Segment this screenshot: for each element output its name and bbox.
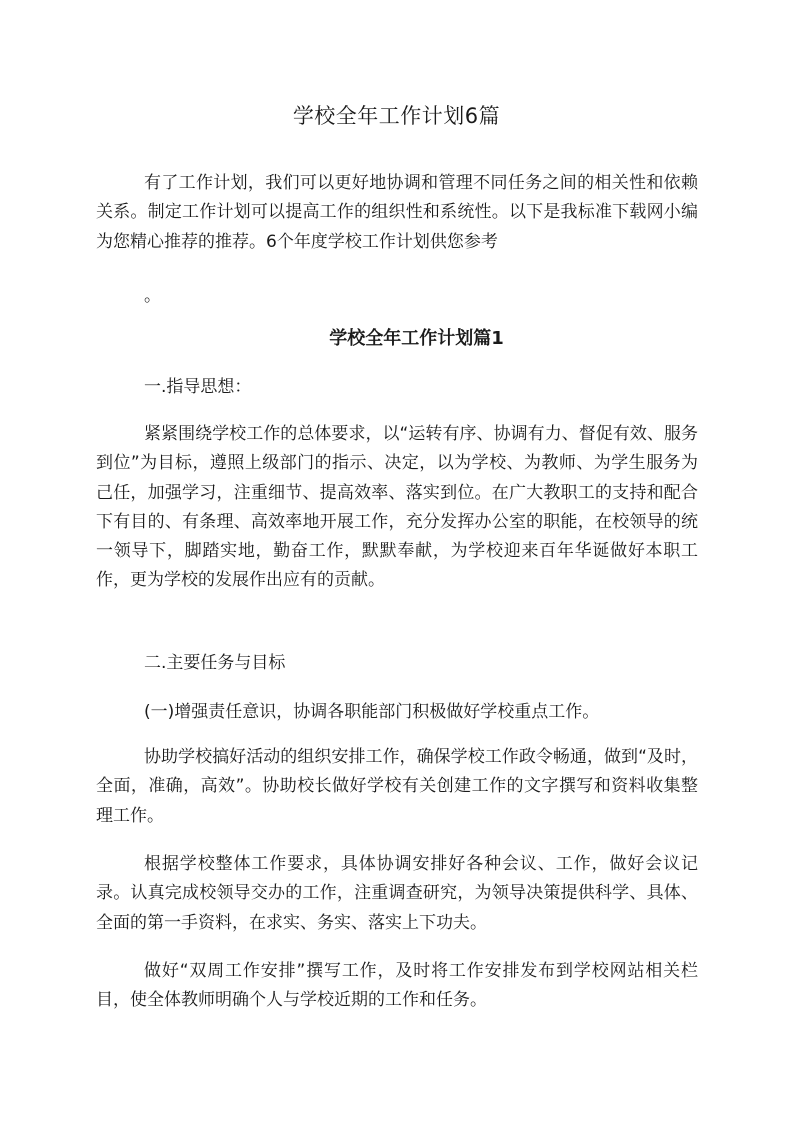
paragraph-task-coordination: 协助学校搞好活动的组织安排工作，确保学校工作政令畅通，做到“及时，全面，准确，高效”。协助校长做好学校有关创建工作的文字撰写和资料收集整理工作。: [96, 747, 698, 826]
heading-guiding-ideology: 一.指导思想：: [144, 377, 252, 397]
heading-main-tasks: 二.主要任务与目标: [144, 653, 286, 673]
intro-paragraph: 有了工作计划，我们可以更好地协调和管理不同任务之间的相关性和依赖关系。制定工作计划可以提高工作的组织性和系统性。以下是我标准下载网小编为您精心推荐的推荐。6个年度学校工作计划供您参考: [96, 173, 698, 252]
paragraph-meeting-arrangement: 根据学校整体工作要求，具体协调安排好各种会议、工作，做好会议记录。认真完成校领导交办的工作，注重调查研究，为领导决策提供科学、具体、全面的第一手资料，在求实、务实、落实上下功夫。: [96, 854, 698, 933]
document-title: 学校全年工作计划6篇: [292, 104, 501, 128]
paragraph-biweekly-schedule: 做好“双周工作安排”撰写工作，及时将工作安排发布到学校网站相关栏目，使全体教师明确个人与学校近期的工作和任务。: [96, 961, 698, 1011]
heading-task-one: (一)增强责任意识，协调各职能部门积极做好学校重点工作。: [144, 702, 600, 722]
intro-period: 。: [144, 286, 161, 306]
paragraph-guiding-ideology: 紧紧围绕学校工作的总体要求，以“运转有序、协调有力、督促有效、服务到位”为目标，遵照上级部门的指示、决定，以为学校、为教师、为学生服务为己任，加强学习，注重细节、提高效率、落实到位。在广大教职工的支持和配合下有目的、有条理、高效率地开展工作，充分发挥办公室的职能，在校领导的统一领导下，脚踏实地，勤奋工作，默默奉献，为学校迎来百年华诞做好本职工作，更为学校的发展作出应有的贡献。: [96, 424, 698, 591]
section-title: 学校全年工作计划篇1: [329, 328, 504, 349]
